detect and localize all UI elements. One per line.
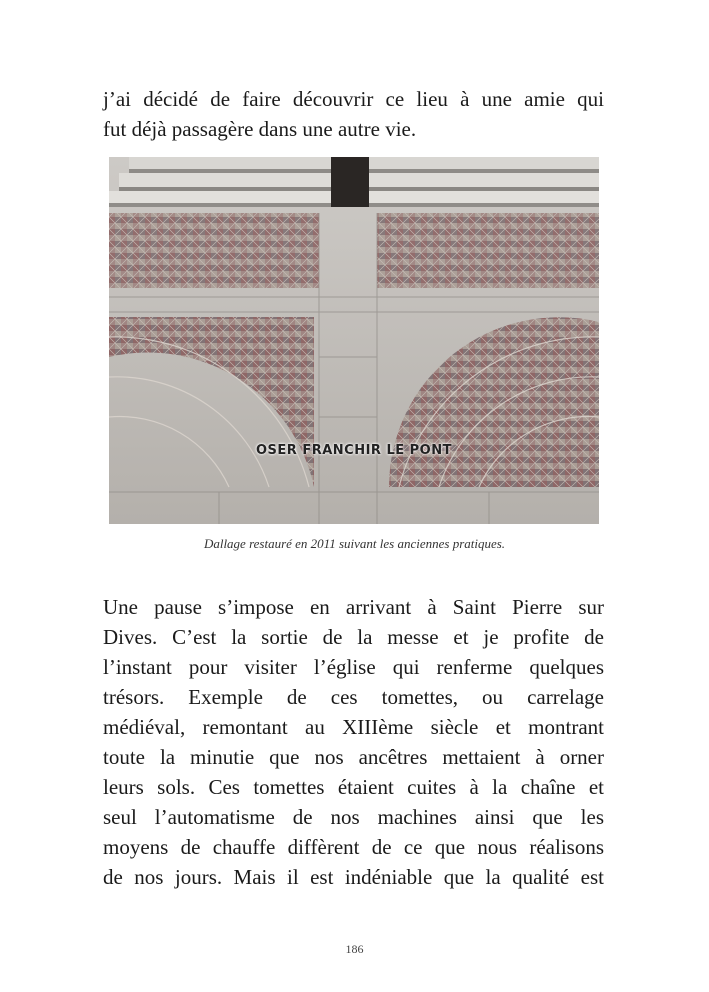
text-line: seul l’automatisme de nos machines ainsi que les [103, 805, 604, 829]
paragraph-top [103, 84, 604, 144]
paragraph-bottom [103, 592, 604, 892]
text-line: j’ai décidé de faire découvrir ce lieu à une amie qui [103, 87, 604, 111]
floor-tiles-photo [109, 157, 599, 524]
figure-caption: Dallage restauré en 2011 suivant les anciennes pratiques. [203, 536, 506, 551]
text-line: Dives. C’est la sortie de la messe et je profite de [103, 625, 604, 649]
text-line: toute la minutie que nos ancêtres mettaient à orner [103, 745, 604, 769]
text-line: trésors. Exemple de ces tomettes, ou carrelage [103, 685, 604, 709]
page-number: 186 [345, 942, 364, 956]
text-line: leurs sols. Ces tomettes étaient cuites à la chaîne et [103, 775, 604, 799]
text-line: médiéval, remontant au XIIIème siècle et montrant [103, 715, 604, 739]
text-line: fut déjà passagère dans une autre vie. [103, 117, 417, 141]
text-line: moyens de chauffe diffèrent de ce que nous réalisons [103, 835, 604, 859]
text-line: l’instant pour visiter l’église qui renferme quelques [103, 655, 604, 679]
text-line: Une pause s’impose en arrivant à Saint Pierre sur [103, 595, 604, 619]
text-line: de nos jours. Mais il est indéniable que la qualité est [103, 865, 604, 889]
watermark-text: OSER FRANCHIR LE PONT [256, 443, 452, 458]
